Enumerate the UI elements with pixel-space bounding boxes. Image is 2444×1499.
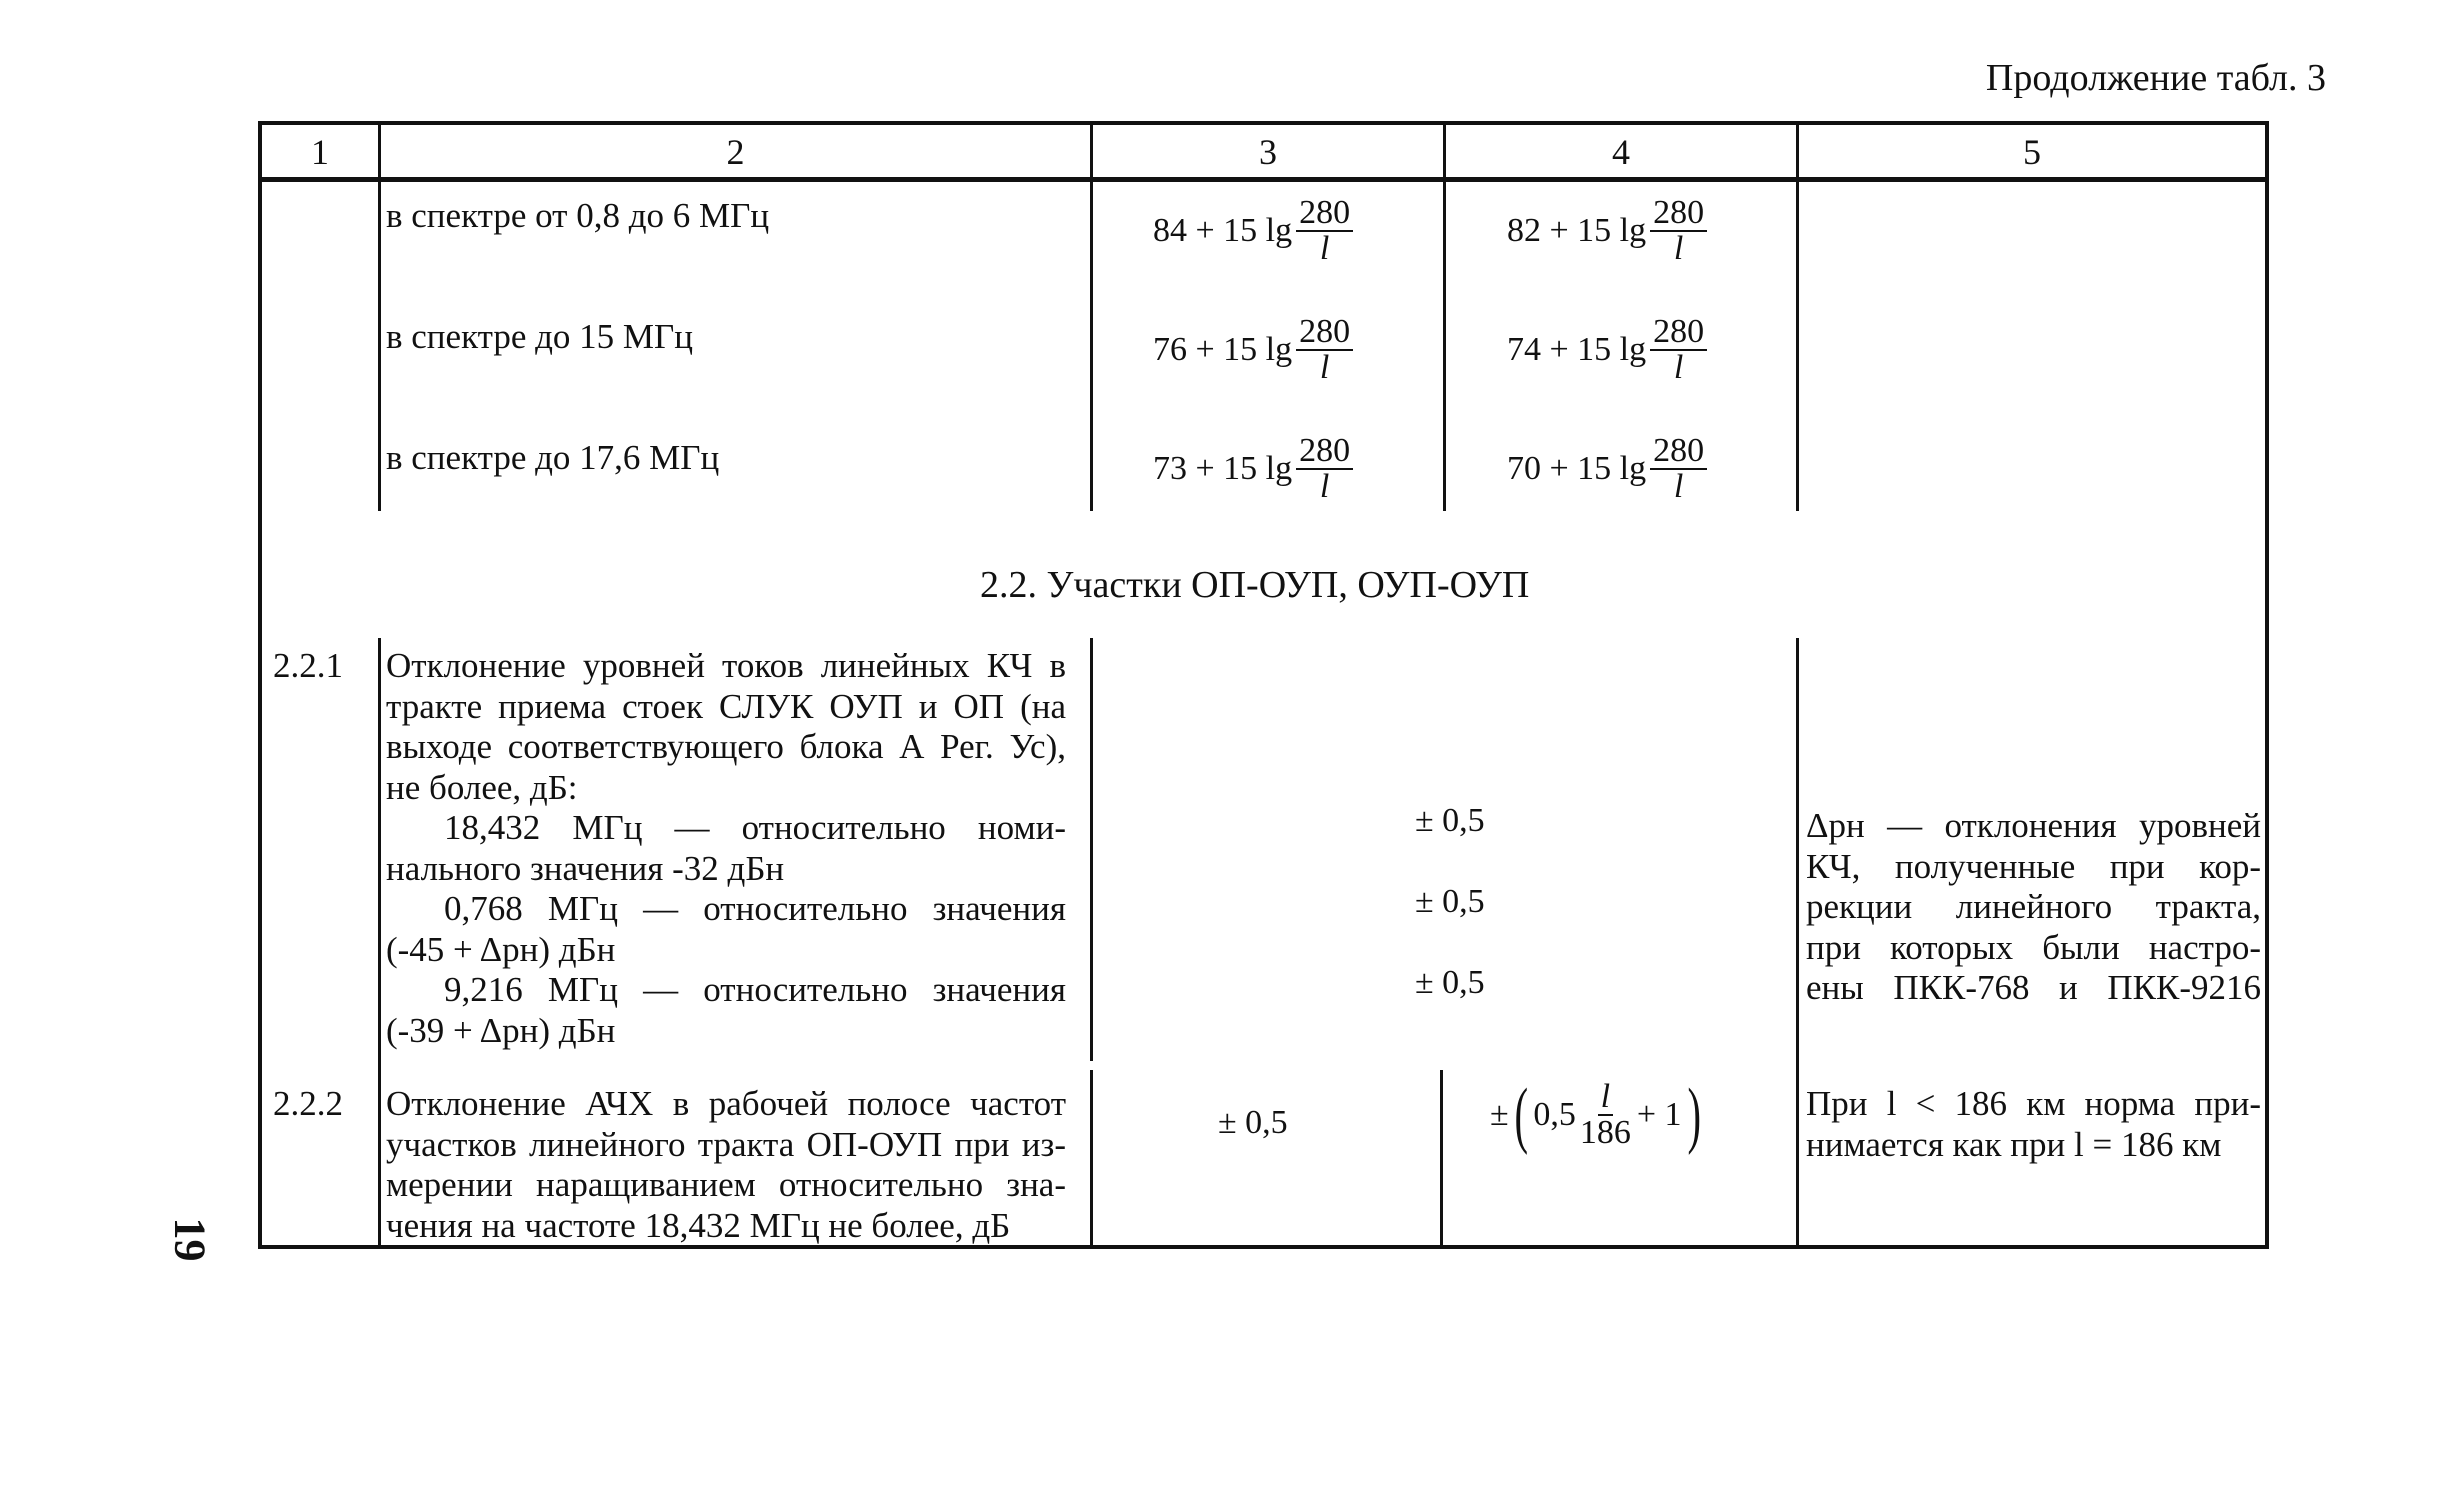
tolerance-value: ± 0,5 <box>1218 1104 1288 1141</box>
formula-col3: 84 + 15 lg $\frac{280}{l}$ <box>1153 196 1353 266</box>
tolerance-value: ± 0,5 <box>1415 883 1485 920</box>
row-221-note: Δpн — отклонения уровней КЧ, полученные при кор- рекции линейного тракта, при которых были настро- ены ПКК-768 и ПКК-9216 <box>1806 806 2261 1007</box>
header-col-5: 5 <box>2023 132 2041 172</box>
formula-col3: 73 + 15 lg $\frac{280}{l}$ <box>1153 434 1353 504</box>
row-number: 2.2.1 <box>273 646 343 685</box>
row-222-note: При l < 186 км норма при- нимается как при l = 186 км <box>1806 1084 2261 1164</box>
col-divider <box>1443 181 1446 511</box>
col-divider <box>1440 1070 1443 1249</box>
col-divider <box>1090 1070 1093 1249</box>
formula-col3: 76 + 15 lg $\frac{280}{l}$ <box>1153 315 1353 385</box>
header-col-4: 4 <box>1612 132 1630 172</box>
tolerance-value: ± 0,5 <box>1415 964 1485 1001</box>
col-divider <box>1796 181 1799 511</box>
col-divider <box>1090 638 1093 1061</box>
header-col-3: 3 <box>1259 132 1277 172</box>
header-col-1: 1 <box>311 132 329 172</box>
formula-col4: 74 + 15 lg $\frac{280}{l}$ <box>1507 315 1707 385</box>
formula-col4: 70 + 15 lg $\frac{280}{l}$ <box>1507 434 1707 504</box>
section-title: 2.2. Участки ОП-ОУП, ОУП-ОУП <box>980 564 1530 606</box>
header-separator-double <box>258 180 2269 182</box>
col-divider <box>1090 181 1093 511</box>
row-221-description: Отклонение уровней токов линейных КЧ в тракте приема стоек СЛУК ОУП и ОП (на выходе соответствующего блока А Рег. Ус), не более, дБ: 18,432 МГц — относительно номи- нального значения -32 дБн 0,768 МГц — относительно значения (-45 + Δpн) дБн 9,216 МГц — относительно значения (-39 + Δpн) дБн <box>386 646 1066 1050</box>
header-col-2: 2 <box>726 132 745 172</box>
col-divider <box>378 638 381 1249</box>
page-number: 19 <box>165 1217 215 1262</box>
row-222-description: Отклонение АЧХ в рабочей полосе частот участков линейного тракта ОП-ОУП при из- мерении наращиванием относительно зна- чения на частоте 18,432 МГц не более, дБ <box>386 1084 1066 1245</box>
table-continuation-caption: Продолжение табл. 3 <box>1985 57 2326 99</box>
row-number: 2.2.2 <box>273 1084 343 1123</box>
spectrum-label: в спектре до 15 МГц <box>386 317 694 356</box>
formula-col4: ± ( 0,5 $\frac{l}{186}$ + 1 ) <box>1490 1074 1701 1156</box>
spectrum-label: в спектре от 0,8 до 6 МГц <box>386 196 770 235</box>
formula-col4: 82 + 15 lg $\frac{280}{l}$ <box>1507 196 1707 266</box>
col-divider <box>1796 638 1799 1249</box>
spectrum-label: в спектре до 17,6 МГц <box>386 438 720 477</box>
col-divider <box>378 181 381 511</box>
tolerance-value: ± 0,5 <box>1415 802 1485 839</box>
